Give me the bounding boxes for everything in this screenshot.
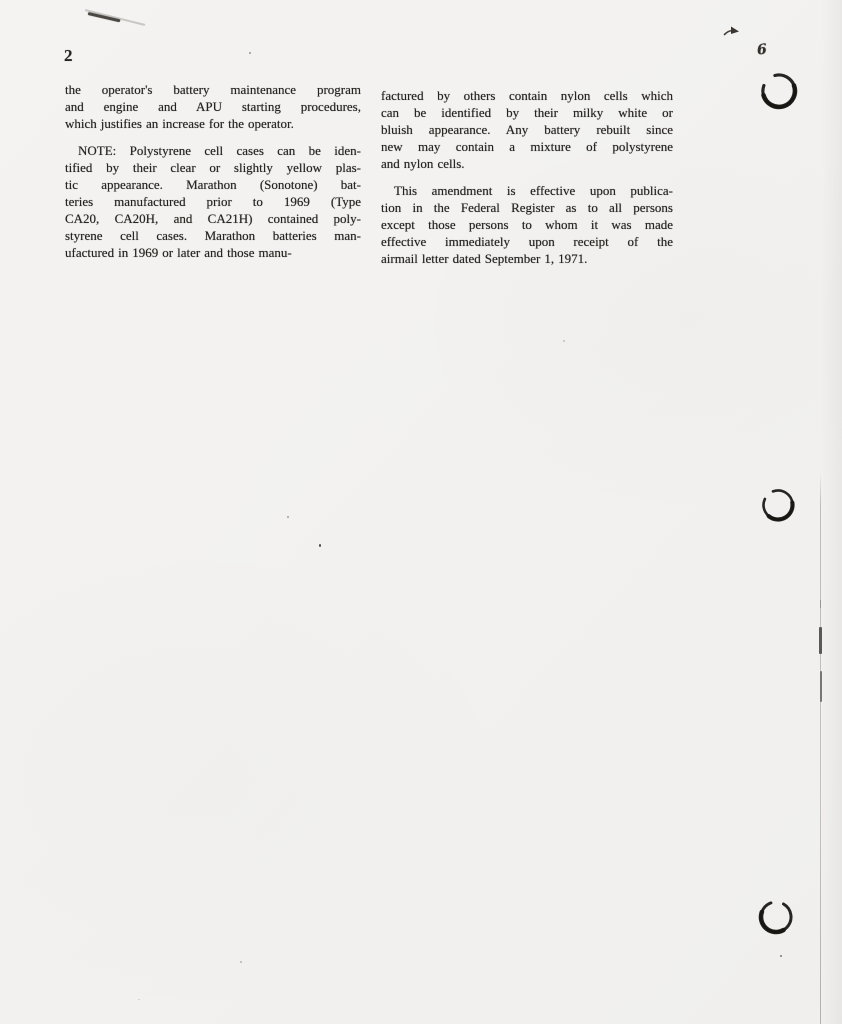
paper-speck (240, 961, 242, 963)
text-line: NOTE: Polystyrene cell cases can be iden- (78, 143, 361, 158)
pen-arrow-mark (722, 24, 742, 38)
text-line: tified by their clear or slightly yellow plas- (65, 160, 361, 175)
binder-ring-shadow-top (757, 69, 801, 113)
text-line: bluish appearance. Any battery rebuilt since (381, 122, 673, 137)
text-line: airmail letter dated September 1, 1971. (381, 251, 588, 266)
paper-speck (563, 340, 565, 342)
text-line: and engine and APU starting procedures, (65, 99, 361, 114)
text-line: except those persons to whom it was made (381, 217, 673, 232)
text-line: ufactured in 1969 or later and those manu- (65, 245, 292, 260)
paper-speck (287, 516, 289, 518)
scan-edge-dash (820, 600, 822, 608)
text-line: the operator's battery maintenance program (65, 82, 361, 97)
paper-speck (319, 544, 321, 547)
text-line: which justifies an increase for the operator. (65, 116, 294, 131)
scan-edge-line (820, 472, 821, 1024)
text-column-left (65, 81, 361, 261)
text-line: effective immediately upon receipt of the (381, 234, 673, 249)
paragraph (65, 142, 361, 261)
paragraph (381, 87, 673, 172)
text-line: can be identified by their milky white or (381, 105, 673, 120)
handwritten-six-mark: 6 (756, 41, 768, 59)
paragraph (65, 81, 361, 132)
paragraph (381, 182, 673, 267)
scan-edge-dash (819, 627, 822, 654)
text-line: tion in the Federal Register as to all persons (381, 200, 673, 215)
binder-ring-shadow-bottom (755, 896, 797, 938)
text-line: and nylon cells. (381, 156, 465, 171)
paper-speck (138, 999, 140, 1000)
binder-ring-shadow-middle (758, 485, 798, 525)
paper-speck (249, 52, 251, 54)
text-line: new may contain a mixture of polystyrene (381, 139, 673, 154)
text-column-right (381, 87, 673, 267)
paper-speck (780, 955, 782, 957)
text-line: tic appearance. Marathon (Sonotone) bat- (65, 177, 361, 192)
text-line: teries manufactured prior to 1969 (Type (65, 194, 361, 209)
text-line: styrene cell cases. Marathon batteries man- (65, 228, 361, 243)
page-number: 2 (64, 46, 73, 65)
text-line: factured by others contain nylon cells which (381, 88, 673, 103)
text-line: CA20, CA20H, and CA21H) contained poly- (65, 211, 361, 226)
scan-edge-dash (820, 671, 822, 702)
text-line: This amendment is effective upon publica- (394, 183, 673, 198)
page-edge-shadow (821, 0, 842, 1024)
